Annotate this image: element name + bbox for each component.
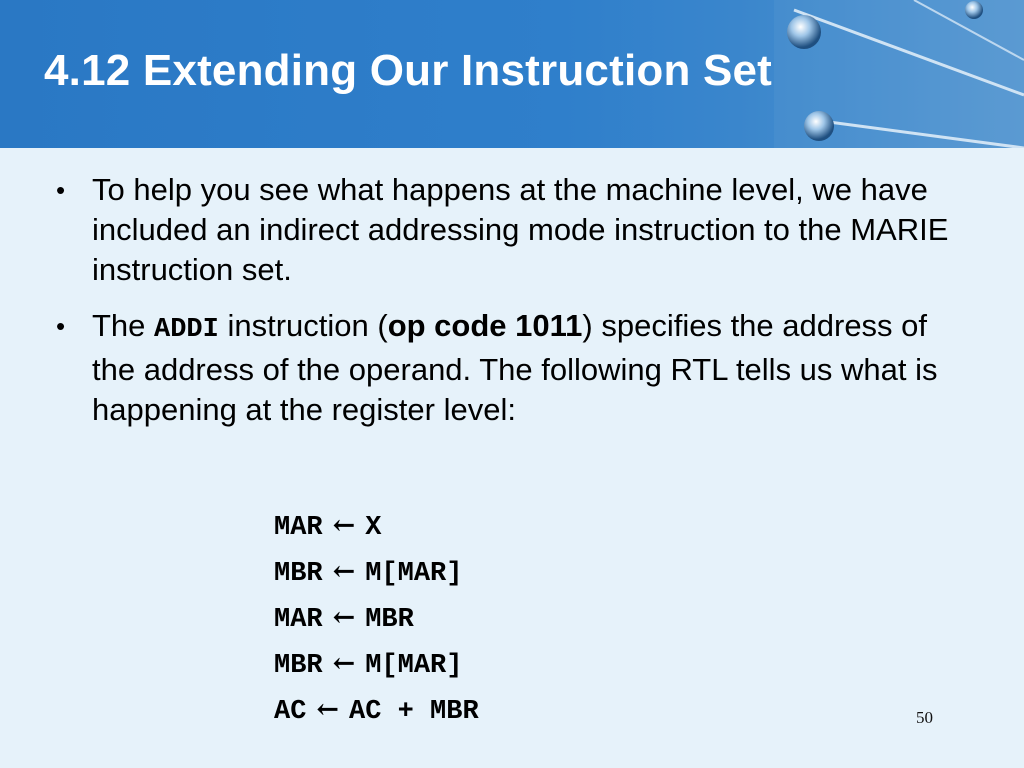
rtl-src: AC + MBR bbox=[349, 697, 479, 727]
rtl-dest: MBR bbox=[274, 559, 323, 589]
left-arrow-icon: ← bbox=[332, 648, 356, 679]
bullet-text-before: The bbox=[92, 308, 155, 343]
rtl-src: X bbox=[365, 513, 382, 543]
left-arrow-icon: ← bbox=[332, 510, 356, 541]
rtl-line bbox=[274, 642, 479, 688]
bullet-list bbox=[56, 170, 956, 446]
rtl-line bbox=[274, 596, 479, 642]
rtl-dest: MBR bbox=[274, 651, 323, 681]
rtl-src: M[MAR] bbox=[365, 559, 463, 589]
bullet-icon: • bbox=[56, 175, 66, 205]
header-decoration-pins-image bbox=[774, 0, 1024, 148]
left-arrow-icon: ← bbox=[316, 694, 340, 725]
rtl-line bbox=[274, 688, 479, 734]
rtl-dest: MAR bbox=[274, 605, 323, 635]
rtl-line bbox=[274, 550, 479, 596]
bullet-item bbox=[56, 170, 956, 290]
op-code-text: op code 1011 bbox=[387, 308, 583, 343]
bullet-text-after: ) specifies the address of the address of the operand. The following RTL tells us what is happening at the register level: bbox=[92, 308, 938, 427]
bullet-text: To help you see what happens at the machine level, we have included an indirect addressing mode instruction to the MARIE instruction set. bbox=[92, 172, 949, 287]
rtl-dest: MAR bbox=[274, 513, 323, 543]
bullet-text-middle: instruction ( bbox=[218, 308, 388, 343]
slide-body bbox=[0, 148, 1024, 768]
rtl-src: MBR bbox=[365, 605, 414, 635]
instruction-code: ADDI bbox=[154, 315, 219, 345]
left-arrow-icon: ← bbox=[332, 556, 356, 587]
rtl-dest: AC bbox=[274, 697, 307, 727]
page-number: 50 bbox=[916, 708, 933, 727]
slide-title: 4.12 Extending Our Instruction Set bbox=[44, 46, 773, 95]
left-arrow-icon: ← bbox=[332, 602, 356, 633]
bullet-icon: • bbox=[56, 311, 66, 341]
bullet-item bbox=[56, 306, 956, 430]
rtl-src: M[MAR] bbox=[365, 651, 463, 681]
rtl-line bbox=[274, 504, 479, 550]
rtl-listing bbox=[274, 504, 479, 734]
slide-header bbox=[0, 0, 1024, 148]
